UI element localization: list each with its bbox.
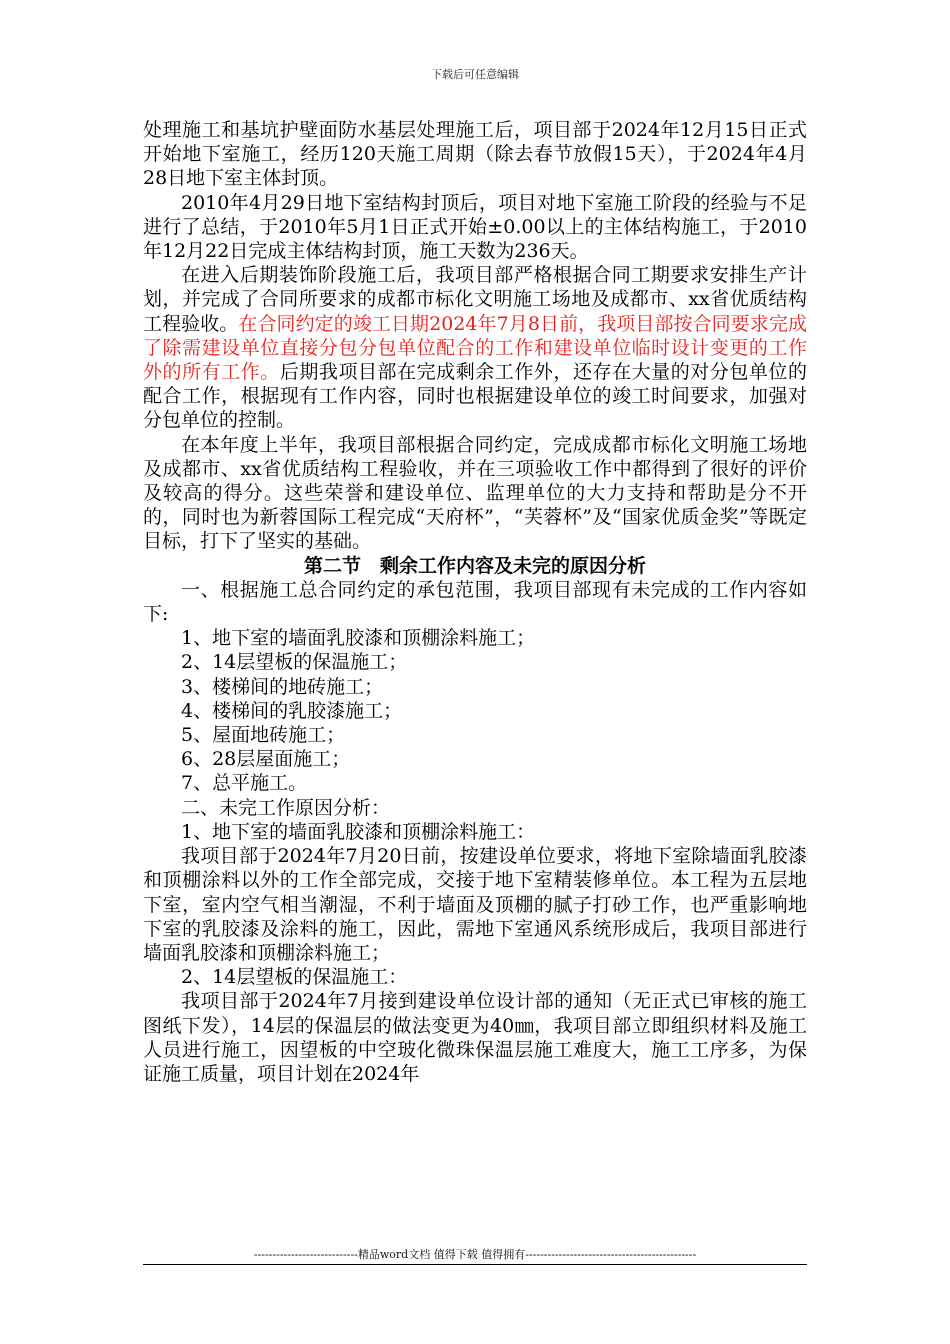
- list-item: 4、楼梯间的乳胶漆施工；: [181, 699, 403, 722]
- paragraph: 我项目部于2024年7月20日前，按建设单位要求，将地下室除墙面乳胶漆和顶棚涂料以外的工作全部完成，交接于地下室精装修单位。本工程为五层地下室，室内空气相当潮湿，不利于墙面及顶棚的腻子打砂工作，也严重影响地下室的乳胶漆及涂料的施工，因此，需地下室通风系统形成后，我项目部进行墙面乳胶漆和顶棚涂料施工；: [143, 845, 807, 964]
- page-header: 下载后可任意编辑: [431, 68, 519, 81]
- section-title: 第二节 剩余工作内容及未完的原因分析: [303, 554, 646, 577]
- subheading: 二、未完工作原因分析：: [181, 796, 391, 819]
- highlighted-text: 在合同约定的竣工日期2024年7月8日前，我项目部按合同要求完成了除需建设单位直接分包分包单位配合的工作和建设单位临时设计变更的工作外的所有工作。: [143, 312, 807, 384]
- list-item: 7、总平施工。: [181, 772, 308, 795]
- document-body: [143, 118, 807, 1086]
- subheading: 2、14层望板的保温施工：: [181, 966, 408, 989]
- paragraph: 处理施工和基坑护壁面防水基层处理施工后，项目部于2024年12月15日正式开始地下室施工，经历120天施工周期（除去春节放假15天），于2024年4月28日地下室主体封顶。: [143, 119, 807, 190]
- list-item: 2、14层望板的保温施工；: [181, 651, 408, 674]
- list-item: 3、楼梯间的地砖施工；: [181, 675, 384, 698]
- paragraph-text: 后期我项目部在完成剩余工作外，还存在大量的对分包单位的配合工作，根据现有工作内容，同时也根据建设单位的竣工时间要求，加强对分包单位的控制。: [143, 361, 807, 432]
- footer-divider: [143, 1264, 807, 1265]
- page-footer: ----------------------------精品word文档 值得下载 值得拥有----------------------------------------------: [253, 1248, 697, 1261]
- paragraph: 一、根据施工总合同约定的承包范围，我项目部现有未完成的工作内容如下:: [143, 578, 807, 626]
- paragraph-text: 在进入后期装饰阶段施工后，我项目部严格根据合同工期要求安排生产计划，并完成了合同所要求的成都市标化文明施工场地及成都市、xx省优质结构工程验收。: [143, 264, 807, 335]
- paragraph: 我项目部于2024年7月接到建设单位设计部的通知（无正式已审核的施工图纸下发），14层的保温层的做法变更为40㎜，我项目部立即组织材料及施工人员进行施工，因望板的中空玻化微珠保温层施工难度大，施工工序多，为保证施工质量，项目计划在2024年: [143, 990, 807, 1085]
- paragraph: 在本年度上半年，我项目部根据合同约定，完成成都市标化文明施工场地及成都市、xx省优质结构工程验收，并在三项验收工作中都得到了很好的评价及较高的得分。这些荣誉和建设单位、监理单位的大力支持和帮助是分不开的，同时也为新蓉国际工程完成“天府杯”，“芙蓉杯”及“国家优质金奖”等既定目标，打下了坚实的基础。: [143, 433, 807, 553]
- list-item: 6、28层屋面施工；: [181, 748, 351, 771]
- paragraph: 2010年4月29日地下室结构封顶后，项目对地下室施工阶段的经验与不足进行了总结，于2010年5月1日正式开始±0.00以上的主体结构施工，于2010年12月22日完成主体结构封顶，施工天数为236天。: [143, 191, 807, 263]
- paragraph: [143, 263, 807, 432]
- subheading: 1、地下室的墙面乳胶漆和顶棚涂料施工：: [181, 820, 536, 843]
- list-item: 1、地下室的墙面乳胶漆和顶棚涂料施工；: [181, 627, 536, 650]
- list-item: 5、屋面地砖施工；: [181, 724, 346, 747]
